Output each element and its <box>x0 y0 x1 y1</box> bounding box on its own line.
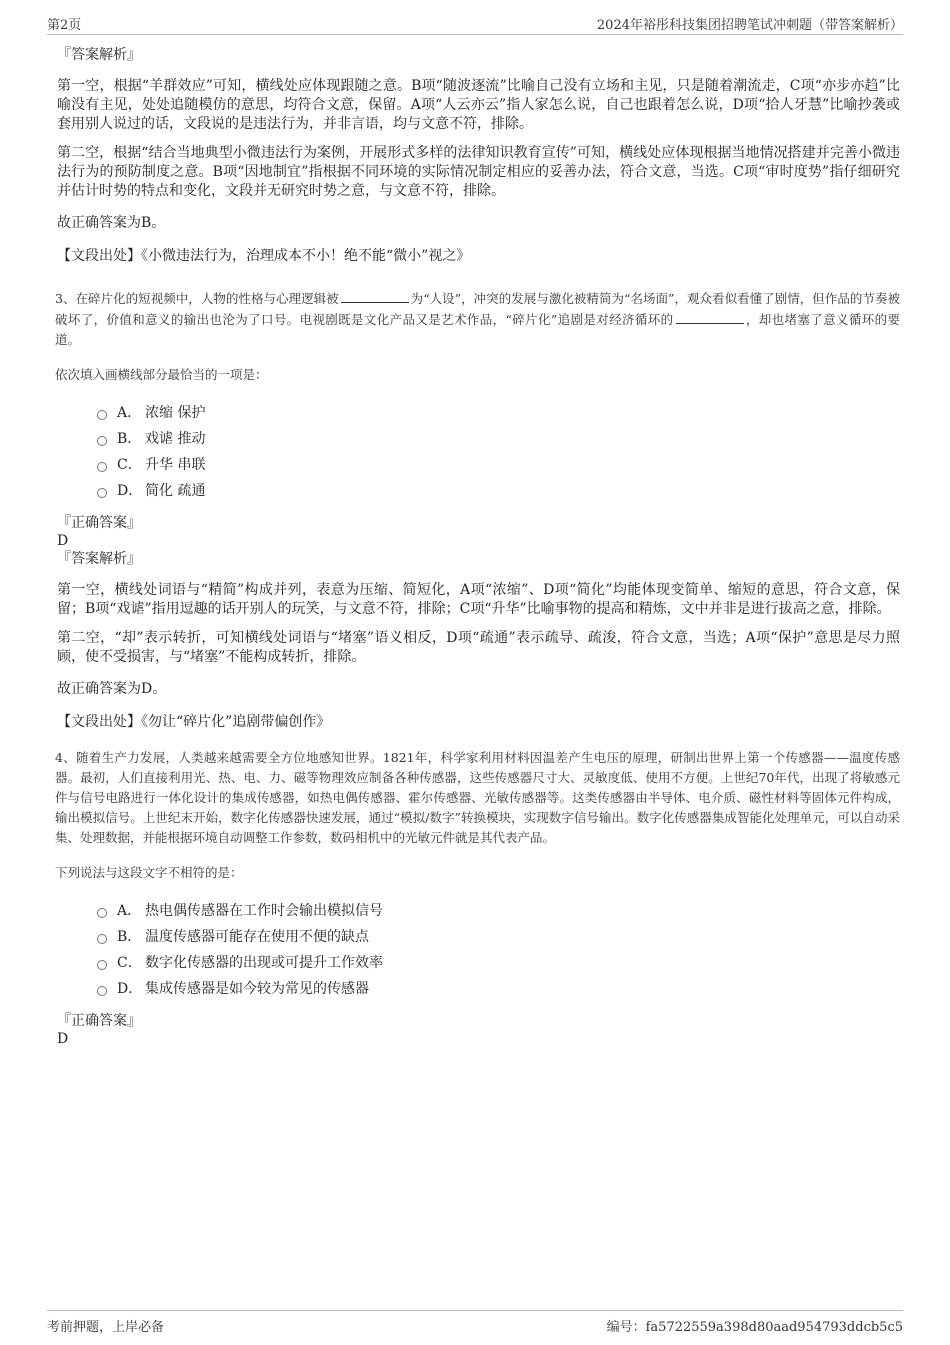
q4-prompt: 下列说法与这段文字不相符的是： <box>55 865 243 880</box>
page-footer <box>47 1310 903 1335</box>
q2-analysis <box>55 46 900 266</box>
q4-answer: D <box>57 1031 69 1047</box>
q4-option-b[interactable]: B． 温度传感器可能存在使用不便的缺点 <box>55 924 900 950</box>
radio-icon[interactable] <box>97 960 107 970</box>
question-4 <box>55 748 900 1048</box>
radio-icon[interactable] <box>97 462 107 472</box>
q3-prompt: 依次填入画横线部分最恰当的一项是： <box>55 367 268 382</box>
q3-source: 【文段出处】《勿让“碎片化”追剧带偏创作》 <box>57 714 331 730</box>
page-content <box>55 46 900 1048</box>
q4-option-a[interactable]: A． 热电偶传感器在工作时会输出模拟信号 <box>55 898 900 924</box>
q4-answer-label: 『正确答案』 <box>57 1013 141 1029</box>
q3-blank-1 <box>341 288 409 303</box>
q4-option-d[interactable]: D． 集成传感器是如今较为常见的传感器 <box>55 976 900 1002</box>
q3-option-d[interactable]: D． 简化 疏通 <box>55 478 900 504</box>
q3-blank-2 <box>676 309 744 324</box>
footer-slogan: 考前押题，上岸必备 <box>47 1320 165 1335</box>
q3-options <box>55 400 900 504</box>
page-header <box>47 14 903 35</box>
radio-icon[interactable] <box>97 436 107 446</box>
radio-icon[interactable] <box>97 934 107 944</box>
q3-option-a[interactable]: A． 浓缩 保护 <box>55 400 900 426</box>
q2-analysis-paragraph-2: 第二空，根据“结合当地典型小微违法行为案例，开展形式多样的法律知识教育宣传”可知，横线处应体现根据当地情况搭建并完善小微违法行为的预防制度之意。B项“因地制宜”指根据不同环境的实际情况制定相应的妥善办法，符合文意，当选。C项“审时度势”指仔细研究并估计时势的特点和变化，文段并无研究时势之意，与文意不符，排除。 <box>57 145 900 199</box>
q3-text: 3、在碎片化的短视频中，人物的性格与心理逻辑被 为“人设”，冲突的发展与激化被精简为“名场面”，观众看似看懂了剧情，但作品的节奏被破坏了，价值和意义的输出也沦为了口号。电视剧既是文化产品又是艺术作品，“碎片化”追剧是对经济循环的 ，却也堵塞了意义循环的要道。 <box>55 288 900 350</box>
radio-icon[interactable] <box>97 410 107 420</box>
q4-text: 4、随着生产力发展，人类越来越需要全方位地感知世界。1821年，科学家利用材料因温差产生电压的原理，研制出世界上第一个传感器——温度传感器。最初，人们直接利用光、热、电、力、磁等物理效应制备各种传感器，这些传感器尺寸大、灵敏度低、使用不方便。上世纪70年代，出现了将敏感元件与信号电路进行一体化设计的集成传感器，如热电偶传感器、霍尔传感器、光敏传感器等。这类传感器由半导体、电介质、磁性材料等固体元件构成，输出模拟信号。上世纪末开始，数字化传感器快速发展，通过“模拟/数字”转换模块，实现数字信号输出。数字化传感器集成智能化处理单元，可以自动采集、处理数据，并能根据环境自动调整工作参数，数码相机中的光敏元件就是其代表产品。 <box>55 750 900 845</box>
radio-icon[interactable] <box>97 488 107 498</box>
q2-analysis-conclusion: 故正确答案为B。 <box>57 215 166 231</box>
q3-option-c[interactable]: C． 升华 串联 <box>55 452 900 478</box>
q3-answer-label: 『正确答案』 <box>57 515 141 531</box>
q3-analysis-conclusion: 故正确答案为D。 <box>57 681 167 697</box>
q3-analysis-paragraph-1: 第一空，横线处词语与“精简”构成并列，表意为压缩、简短化，A项“浓缩”、D项“简化”均能体现变简单、缩短的意思，符合文意，保留；B项“戏谑”指用逗趣的话开别人的玩笑，与文意不符，排除；C项“升华”比喻事物的提高和精炼，文中并非是进行拔高之意，排除。 <box>57 582 900 617</box>
q3-analysis-label: 『答案解析』 <box>57 551 141 567</box>
q3-option-b[interactable]: B． 戏谑 推动 <box>55 426 900 452</box>
q4-option-c[interactable]: C． 数字化传感器的出现或可提升工作效率 <box>55 950 900 976</box>
q3-answer: D <box>57 533 69 549</box>
question-3 <box>55 288 900 732</box>
q3-analysis-paragraph-2: 第二空，“却”表示转折，可知横线处词语与“堵塞”语义相反，D项“疏通”表示疏导、疏浚，符合文意，当选；A项“保护”意思是尽力照顾，使不受损害，与“堵塞”不能构成转折，排除。 <box>57 630 900 665</box>
document-code: 编号：fa5722559a398d80aad954793ddcb5c5 <box>606 1320 903 1335</box>
q4-options <box>55 898 900 1002</box>
radio-icon[interactable] <box>97 986 107 996</box>
q2-source: 【文段出处】《小微违法行为，治理成本不小！绝不能“微小”视之》 <box>57 248 471 264</box>
page-number: 第2页 <box>47 18 82 33</box>
document-title: 2024年裕彤科技集团招聘笔试冲刺题（带答案解析） <box>596 18 903 33</box>
radio-icon[interactable] <box>97 908 107 918</box>
q2-analysis-label: 『答案解析』 <box>57 47 141 63</box>
q2-analysis-paragraph-1: 第一空，根据“羊群效应”可知，横线处应体现跟随之意。B项“随波逐流”比喻自己没有立场和主见，只是随着潮流走，C项“亦步亦趋”比喻没有主见，处处追随模仿的意思，均符合文意，保留。A项“人云亦云”指人家怎么说，自己也跟着怎么说，D项“拾人牙慧”比喻抄袭或套用别人说过的话，文段说的是违法行为，并非言语，均与文意不符，排除。 <box>57 78 900 132</box>
